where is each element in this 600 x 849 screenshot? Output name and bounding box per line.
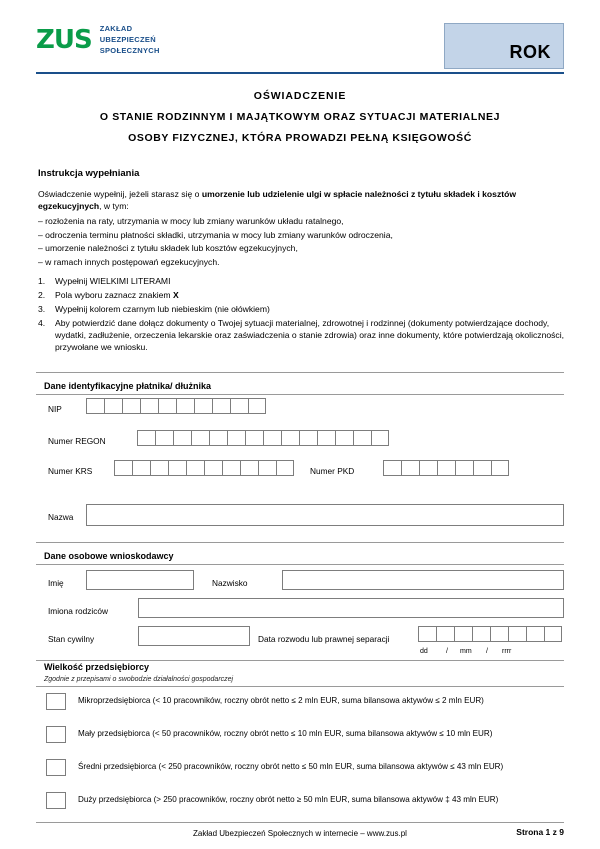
pkd-cell[interactable] (419, 460, 437, 476)
marital-status-input[interactable] (138, 626, 250, 646)
instructions-item-1 (38, 275, 566, 287)
regon-cell[interactable] (299, 430, 317, 446)
krs-cell[interactable] (186, 460, 204, 476)
instructions-item-1-text: Wypełnij WIELKIMI LITERAMI (55, 276, 171, 287)
regon-cell[interactable] (209, 430, 227, 446)
krs-cell[interactable] (240, 460, 258, 476)
instructions-intro-a: Oświadczenie wypełnij, jeżeli starasz się o (38, 189, 202, 199)
regon-cell[interactable] (335, 430, 353, 446)
section-divider-applicant-top (36, 542, 564, 543)
header-divider (36, 72, 564, 74)
regon-cell[interactable] (245, 430, 263, 446)
year-box-label: ROK (509, 42, 551, 62)
size-option-small-label: Mały przedsiębiorca (< 50 pracowników, roczny obrót netto ≤ 10 mln EUR, suma bilansowa aktywów ≤ 10 mln EUR) (78, 729, 493, 738)
pkd-input[interactable] (383, 460, 509, 476)
nip-cell[interactable] (212, 398, 230, 414)
divorce-date-cell[interactable] (508, 626, 526, 642)
regon-cell[interactable] (281, 430, 299, 446)
footer-page-number: Strona 1 z 9 (516, 827, 564, 837)
krs-cell[interactable] (222, 460, 240, 476)
divorce-date-input[interactable] (418, 626, 562, 642)
divorce-date-cell[interactable] (436, 626, 454, 642)
page-title-line-2: O STANIE RODZINNYM I MAJĄTKOWYM ORAZ SYTUACJI MATERIALNEJ (99, 111, 501, 123)
section-title-size: Wielkość przedsiębiorcy (44, 662, 149, 672)
footer-center-text: Zakład Ubezpieczeń Społecznych w internecie – www.zus.pl (193, 829, 407, 838)
section-divider-applicant-bottom (36, 564, 564, 565)
page-title (36, 90, 564, 144)
page-title-line-3: OSOBY FIZYCZNEJ, KTÓRA PROWADZI PEŁNĄ KSIĘGOWOŚĆ (128, 132, 472, 144)
regon-input[interactable] (137, 430, 389, 446)
size-option-medium-checkbox[interactable] (46, 759, 66, 776)
krs-cell[interactable] (258, 460, 276, 476)
company-name-input[interactable] (86, 504, 564, 526)
regon-cell[interactable] (371, 430, 389, 446)
instructions-dash-1: – rozłożenia na raty, utrzymania w mocy lub zmiany warunków układu ratalnego, (38, 216, 344, 227)
size-option-medium[interactable] (46, 759, 564, 779)
zus-logo (36, 24, 160, 57)
size-option-large[interactable] (46, 792, 564, 812)
section-divider-size-bottom (36, 686, 564, 687)
instructions-intro-bold: umorzenie lub udzielenie ulgi w spłacie należności z tytułu składek i kosztów egzekucyjnych (38, 189, 517, 212)
krs-cell[interactable] (132, 460, 150, 476)
pkd-cell[interactable] (473, 460, 491, 476)
instructions-dash-4: – w ramach innych postępowań egzekucyjnych. (38, 256, 220, 267)
nip-input[interactable] (86, 398, 266, 414)
zus-logo-mark: ZUS (36, 25, 92, 56)
pkd-cell[interactable] (383, 460, 401, 476)
section-divider-payer-bottom (36, 394, 564, 395)
pkd-label: Numer PKD (310, 466, 355, 476)
instructions-item-4-number: 4. (38, 318, 46, 329)
first-name-input[interactable] (86, 570, 194, 590)
date-hint-sep-2: / (486, 648, 488, 655)
regon-cell[interactable] (317, 430, 335, 446)
regon-cell[interactable] (173, 430, 191, 446)
pkd-cell[interactable] (401, 460, 419, 476)
parents-names-input[interactable] (138, 598, 564, 618)
last-name-label: Nazwisko (212, 578, 248, 588)
divorce-date-cell[interactable] (454, 626, 472, 642)
instructions-item-3-text: Wypełnij kolorem czarnym lub niebieskim (nie ołówkiem) (55, 304, 270, 315)
nip-cell[interactable] (194, 398, 212, 414)
size-option-large-checkbox[interactable] (46, 792, 66, 809)
regon-cell[interactable] (263, 430, 281, 446)
instructions-item-2-text: Pola wyboru zaznacz znakiem (55, 290, 173, 301)
instructions-item-2-number: 2. (38, 290, 46, 301)
zus-logo-word-1: ZAKŁAD (99, 24, 133, 33)
date-hint-sep-1: / (446, 648, 448, 655)
krs-label: Numer KRS (48, 466, 93, 476)
nip-cell[interactable] (230, 398, 248, 414)
instructions-heading: Instrukcja wypełniania (38, 168, 140, 179)
first-name-label: Imię (48, 578, 64, 588)
instructions-dash-2: – odroczenia terminu płatności składki, utrzymania w mocy lub zmiany warunków odroczenia, (38, 229, 393, 240)
regon-cell[interactable] (137, 430, 155, 446)
nip-cell[interactable] (176, 398, 194, 414)
krs-cell[interactable] (276, 460, 294, 476)
pkd-cell[interactable] (491, 460, 509, 476)
divorce-date-cell[interactable] (526, 626, 544, 642)
pkd-cell[interactable] (437, 460, 455, 476)
regon-cell[interactable] (227, 430, 245, 446)
instructions-item-4 (38, 317, 566, 353)
nip-cell[interactable] (122, 398, 140, 414)
nip-cell[interactable] (140, 398, 158, 414)
instructions-item-2 (38, 289, 566, 301)
instructions-dash-3: – umorzenie należności z tytułu składek lub kosztów egzekucyjnych, (38, 243, 298, 254)
footer-divider (36, 822, 564, 823)
regon-cell[interactable] (155, 430, 173, 446)
krs-input[interactable] (114, 460, 294, 476)
size-option-small-checkbox[interactable] (46, 726, 66, 743)
krs-cell[interactable] (168, 460, 186, 476)
instructions-item-3 (38, 303, 566, 315)
size-option-large-label: Duży przedsiębiorca (> 250 pracowników, roczny obrót netto ≥ 50 mln EUR, suma bilansowa aktywów ‡ 43 mln EUR) (78, 795, 499, 804)
divorce-date-cell[interactable] (544, 626, 562, 642)
divorce-date-cell[interactable] (472, 626, 490, 642)
size-option-medium-label: Średni przedsiębiorca (< 250 pracowników, roczny obrót netto ≤ 50 mln EUR, suma bilansowa aktywów ≤ 43 mln EUR) (78, 762, 504, 771)
section-divider-payer-top (36, 372, 564, 373)
section-size-note: Zgodnie z przepisami o swobodzie działalności gospodarczej (44, 676, 234, 683)
instructions-list (38, 275, 566, 353)
krs-cell[interactable] (204, 460, 222, 476)
size-option-micro-checkbox[interactable] (46, 693, 66, 710)
year-box[interactable] (444, 23, 564, 69)
section-divider-size-top (36, 660, 564, 661)
krs-cell[interactable] (114, 460, 132, 476)
nip-cell[interactable] (104, 398, 122, 414)
nip-label: NIP (48, 404, 62, 414)
instructions-item-2-mark: X (172, 290, 179, 301)
company-name-label: Nazwa (48, 512, 74, 522)
date-hint-month: mm (460, 648, 472, 655)
size-option-micro-label: Mikroprzedsiębiorca (< 10 pracowników, roczny obrót netto ≤ 2 mln EUR, suma bilansowa aktywów ≤ 2 mln EUR) (78, 696, 484, 705)
size-option-small[interactable] (46, 726, 564, 746)
zus-logo-word-2: UBEZPIECZEŃ (99, 34, 156, 44)
date-hint-day: dd (420, 648, 428, 655)
instructions-intro (38, 188, 566, 212)
pkd-cell[interactable] (455, 460, 473, 476)
marital-status-label: Stan cywilny (48, 634, 95, 644)
zus-logo-words (100, 24, 160, 57)
instructions-intro-c: , w tym: (99, 201, 129, 212)
instructions-item-3-number: 3. (38, 304, 46, 315)
zus-logo-word-3: SPOŁECZNYCH (99, 45, 160, 55)
instructions-item-4-text: Aby potwierdzić dane dołącz dokumenty o Twojej sytuacji materialnej, zdrowotnej i rodzinnej (dokumenty potwierdzające dochody, wydatki, zadłużenie, orzeczenia lekarskie oraz zaświadczenia o stanie zdrowia) oraz inne dokumenty, które potwierdzają okoliczności, przywołane we wniosku. (55, 318, 565, 353)
nip-cell[interactable] (86, 398, 104, 414)
regon-label: Numer REGON (48, 436, 106, 446)
regon-cell[interactable] (191, 430, 209, 446)
document-header (36, 24, 564, 66)
size-option-micro[interactable] (46, 693, 564, 713)
krs-cell[interactable] (150, 460, 168, 476)
divorce-date-cell[interactable] (418, 626, 436, 642)
date-hint-year: rrrr (502, 648, 512, 655)
section-title-applicant: Dane osobowe wnioskodawcy (44, 551, 174, 561)
instructions-item-1-number: 1. (38, 276, 46, 287)
regon-cell[interactable] (353, 430, 371, 446)
parents-names-label: Imiona rodziców (48, 606, 108, 616)
instructions-block (38, 168, 566, 355)
page-title-line-1: OŚWIADCZENIE (253, 90, 347, 102)
divorce-date-label: Data rozwodu lub prawnej separacji (258, 634, 390, 644)
nip-cell[interactable] (158, 398, 176, 414)
nip-cell[interactable] (248, 398, 266, 414)
divorce-date-cell[interactable] (490, 626, 508, 642)
section-title-payer: Dane identyfikacyjne płatnika/ dłużnika (44, 381, 212, 391)
last-name-input[interactable] (282, 570, 564, 590)
